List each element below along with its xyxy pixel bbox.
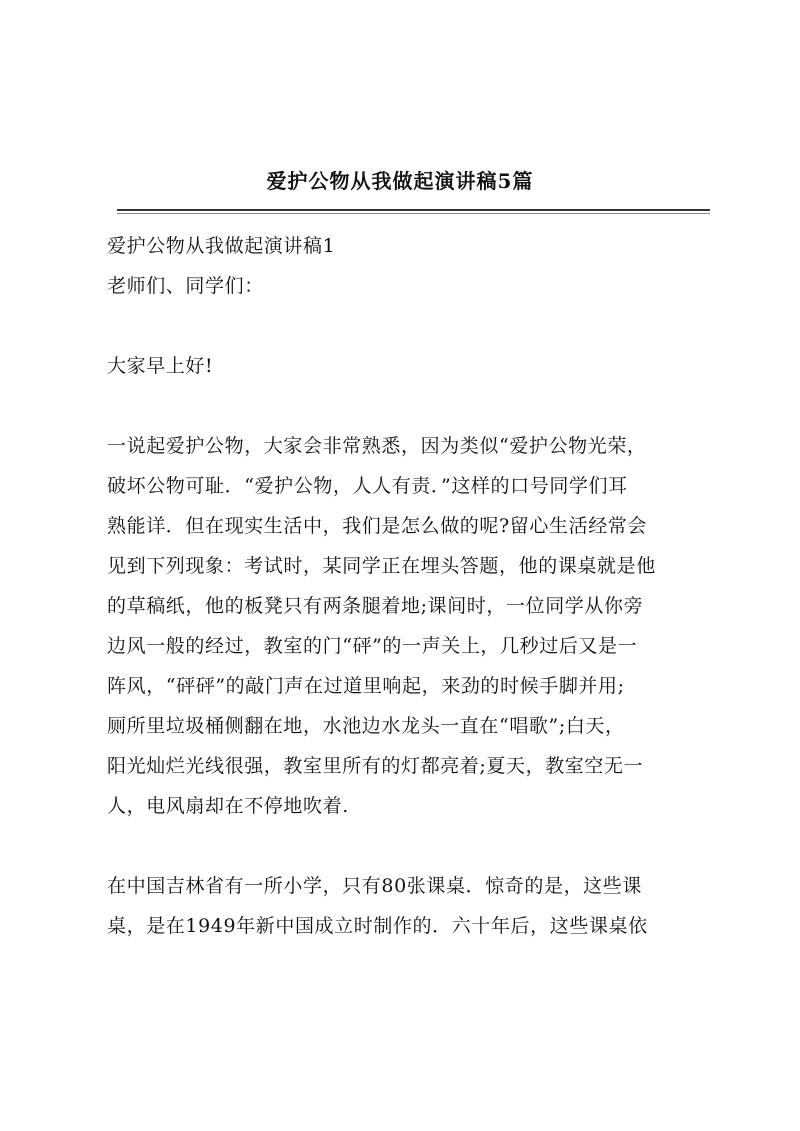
paragraph-2 (107, 866, 707, 946)
document-body (107, 226, 707, 946)
paragraph-line: 熟能详．但在现实生活中，我们是怎么做的呢?留心生活经常会 (107, 515, 647, 537)
salutation: 老师们、同学们： (107, 275, 264, 297)
title-divider (117, 209, 710, 211)
paragraph-1 (107, 426, 707, 826)
paragraph-line: 阳光灿烂光线很强，教室里所有的灯都亮着;夏天，教室空无一 (107, 755, 644, 777)
blank-line (107, 306, 707, 346)
paragraph-line: 厕所里垃圾桶侧翻在地，水池边水龙头一直在“唱歌”;白天， (107, 715, 625, 737)
page-title: 爱护公物从我做起演讲稿5篇 (266, 169, 534, 193)
paragraph-line: 一说起爱护公物，大家会非常熟悉，因为类似“爱护公物光荣， (107, 435, 647, 457)
paragraph-line: 边风一般的经过，教室的门“砰”的一声关上，几秒过后又是一 (107, 635, 638, 657)
paragraph-line: 阵风，“砰砰”的敲门声在过道里响起，来劲的时候手脚并用; (107, 675, 625, 697)
blank-line (107, 826, 707, 866)
paragraph-line: 见到下列现象：考试时，某同学正在埋头答题，他的课桌就是他 (107, 555, 656, 577)
paragraph-line: 人，电风扇却在不停地吹着. (107, 795, 349, 817)
section-heading: 爱护公物从我做起演讲稿1 (107, 235, 336, 257)
title-divider-thin (117, 213, 710, 214)
paragraph-line: 破坏公物可耻．“爱护公物，人人有责．”这样的口号同学们耳 (107, 475, 628, 497)
blank-line (107, 386, 707, 426)
paragraph-line: 桌，是在1949年新中国成立时制作的．六十年后，这些课桌依 (107, 915, 648, 937)
paragraph-line: 的草稿纸，他的板凳只有两条腿着地;课间时，一位同学从你旁 (107, 595, 644, 617)
paragraph-line: 在中国吉林省有一所小学，只有80张课桌．惊奇的是，这些课 (107, 875, 642, 897)
greeting: 大家早上好! (107, 355, 214, 377)
